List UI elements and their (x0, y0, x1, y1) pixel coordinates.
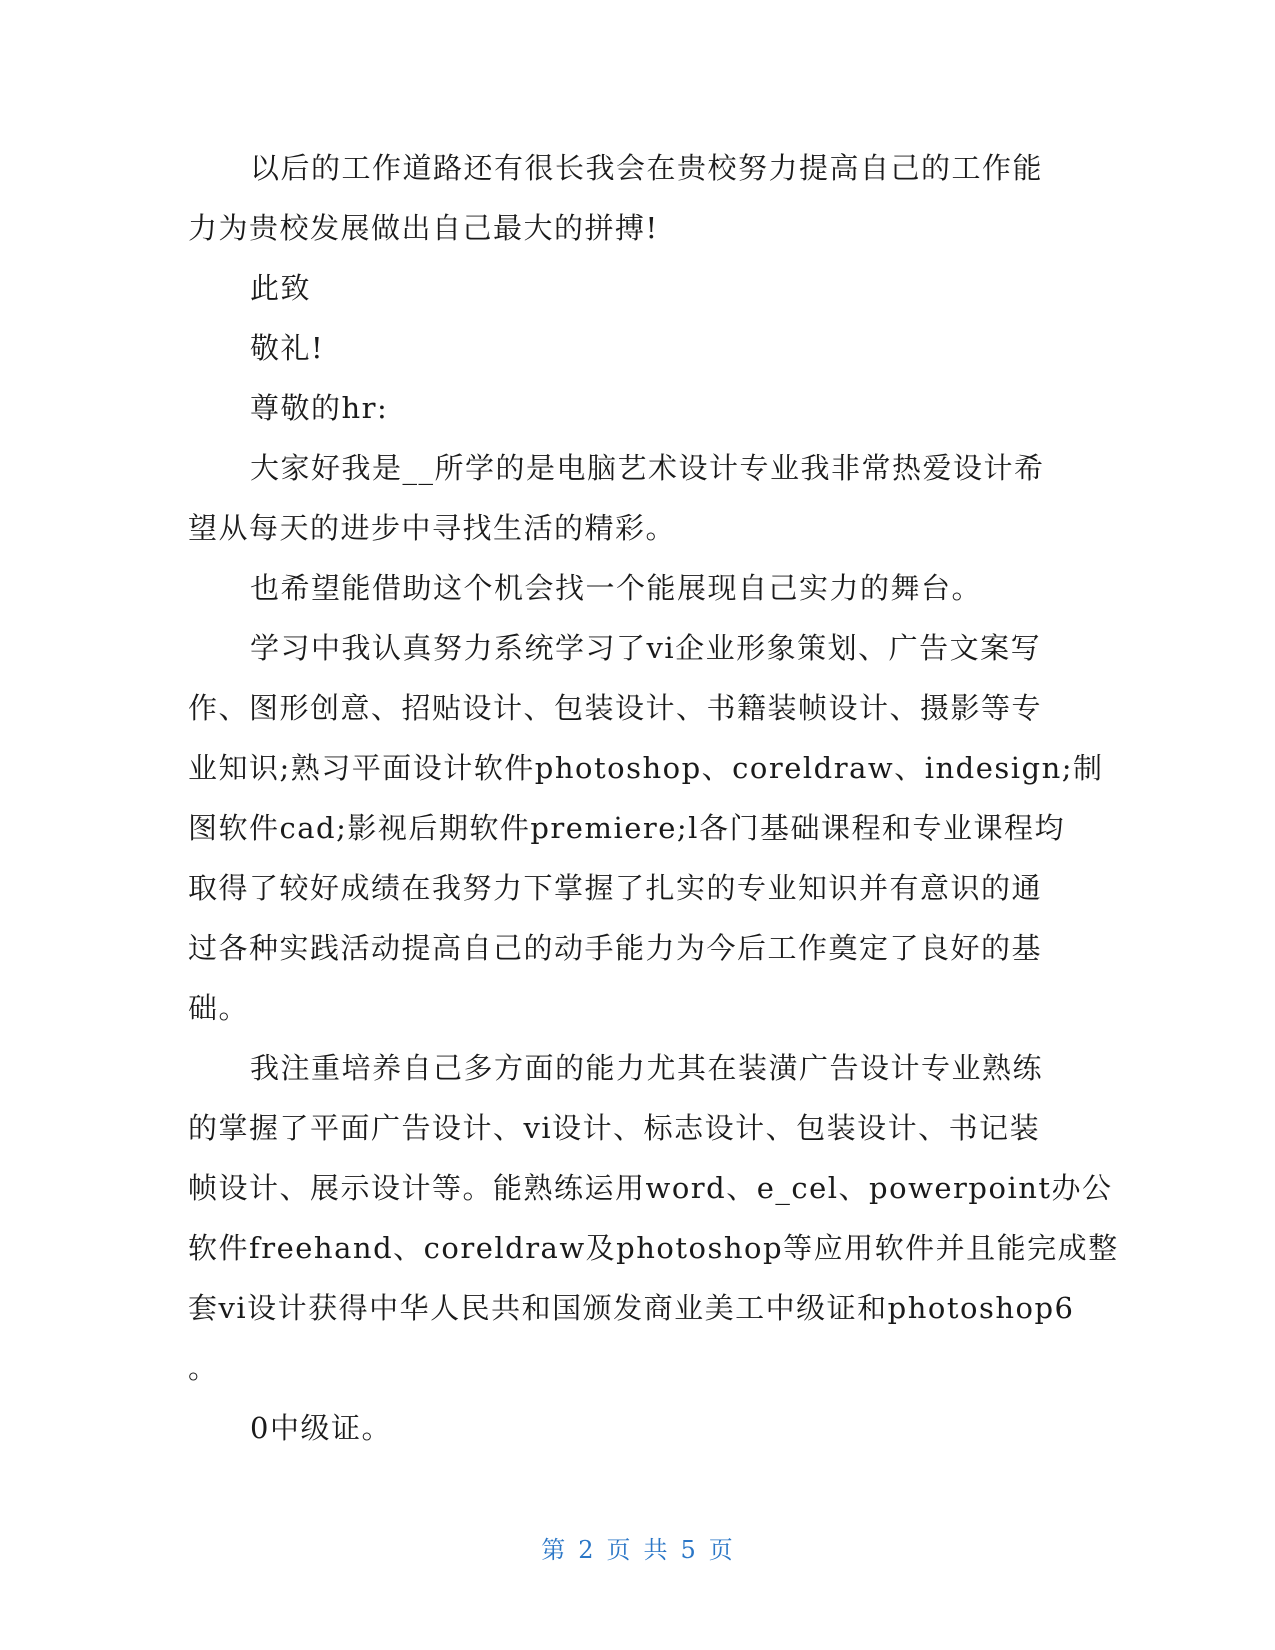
text-line: 取得了较好成绩在我努力下掌握了扎实的专业知识并有意识的通 (188, 871, 1043, 905)
text-line: 套vi设计获得中华人民共和国颁发商业美工中级证和photoshop6 (188, 1291, 1075, 1325)
text-line: 也希望能借助这个机会找一个能展现自己实力的舞台。 (250, 571, 983, 605)
text-line: 0中级证。 (250, 1411, 392, 1445)
document-body (188, 138, 1119, 1458)
footer-current-page: 2 (578, 1536, 595, 1564)
text-line: 此致 (250, 271, 312, 305)
text-line: 学习中我认真努力系统学习了vi企业形象策划、广告文案写 (250, 631, 1042, 665)
text-line: 作、图形创意、招贴设计、包装设计、书籍装帧设计、摄影等专 (188, 691, 1043, 725)
text-line: 过各种实践活动提高自己的动手能力为今后工作奠定了良好的基 (188, 931, 1043, 965)
footer-suffix: 页 (708, 1536, 734, 1564)
text-line: 软件freehand、coreldraw及photoshop等应用软件并且能完成整 (188, 1231, 1119, 1265)
text-line: 图软件cad;影视后期软件premiere;l各门基础课程和专业课程均 (188, 811, 1065, 845)
text-line: 敬礼! (250, 331, 325, 365)
text-line: 我注重培养自己多方面的能力尤其在装潢广告设计专业熟练 (250, 1051, 1044, 1085)
text-line: 帧设计、展示设计等。能熟练运用word、e_cel、powerpoint办公 (188, 1171, 1113, 1205)
text-line: 力为贵校发展做出自己最大的拼搏! (188, 211, 659, 245)
footer-prefix: 第 (541, 1536, 567, 1564)
text-line: 础。 (188, 991, 250, 1025)
text-line: 大家好我是__所学的是电脑艺术设计专业我非常热爱设计希 (250, 451, 1045, 485)
text-line: 的掌握了平面广告设计、vi设计、标志设计、包装设计、书记装 (188, 1111, 1041, 1145)
footer-total-word: 共 (643, 1536, 669, 1564)
text-line: 。 (188, 1351, 219, 1385)
footer-page-word: 页 (606, 1536, 632, 1564)
page-footer (0, 1530, 1275, 1565)
text-line: 业知识;熟习平面设计软件photoshop、coreldraw、indesign;制 (188, 751, 1104, 785)
text-line: 尊敬的hr: (250, 391, 389, 425)
text-line: 以后的工作道路还有很长我会在贵校努力提高自己的工作能 (250, 151, 1044, 185)
text-line: 望从每天的进步中寻找生活的精彩。 (188, 511, 677, 545)
footer-total-pages: 5 (680, 1536, 697, 1564)
